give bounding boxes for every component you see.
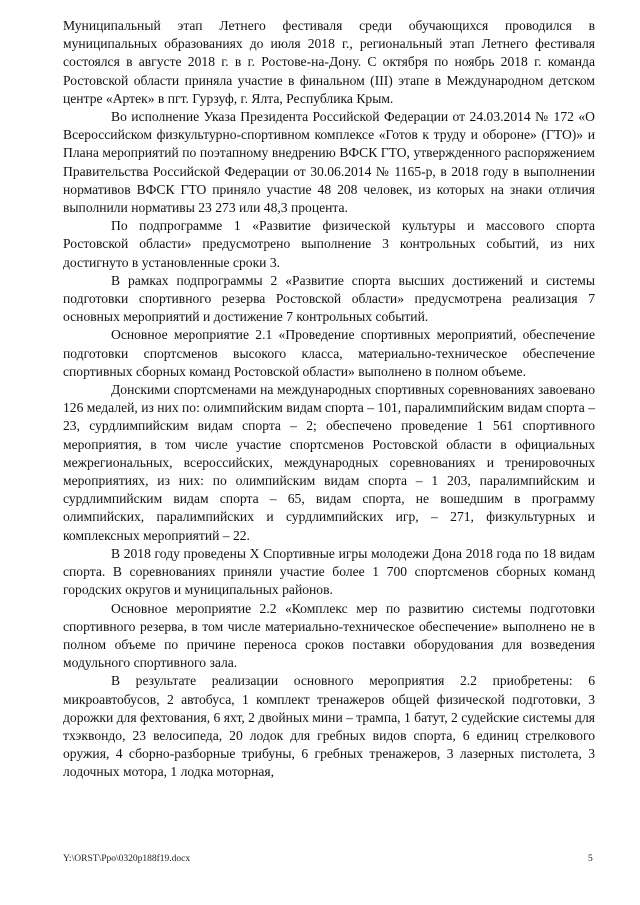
paragraph-subprogram-2: В рамках подпрограммы 2 «Развитие спорта высших достижений и системы подготовки спортивного резерва Ростовской области» предусмотрена реализация 7 основных мероприятий и достижение 7 контрольных событий.	[63, 272, 595, 325]
paragraph-activity-2-1: Основное мероприятие 2.1 «Проведение спортивных мероприятий, обеспечение подготовки спортсменов высокого класса, материально-техническое обеспечение спортивных сборных команд Ростовской области» выполнено в полном объеме.	[63, 327, 595, 379]
footer-file-path: Y:\ORST\Ppo\0320p188f19.docx	[63, 854, 191, 864]
paragraph-youth-games: В 2018 году проведены Х Спортивные игры молодежи Дона 2018 года по 18 видам спорта. В соревнованиях приняли участие более 1 700 спортсменов сборных команд городских округов и муниципальных районов.	[63, 545, 595, 598]
paragraph-purchases: В результате реализации основного мероприятия 2.2 приобретены: 6 микроавтобусов, 2 автобуса, 1 комплект тренажеров общей физической подготовки, 3 дорожки для фехтования, 6 яхт, 2 двойных мини – трампа, 1 батут, 2 судейские системы для тхэквондо, 23 велосипеда, 20 лодок для гребных видов спорта, 6 единиц стрелкового оружия, 4 сборно-разборные трибуны, 6 гребных тренажеров, 3 лазерных пистолета, 3 лодочных мотора, 1 лодка моторная,	[63, 673, 595, 780]
footer-page-number: 5	[588, 854, 593, 864]
document-body	[63, 17, 595, 782]
paragraph-medals: Донскими спортсменами на международных спортивных соревнованиях завоевано 126 медалей, из них по: олимпийским видам спорта – 101, паралимпийским видам спорта – 23, сурдлимпийским видам спорта – 2; обеспечено проведение 1 561 спортивного мероприятия, в том числе участие спортсменов Ростовской области в официальных межрегиональных, всероссийских, международных соревнованиях и тренировочных мероприятиях, из них: по олимпийским видам спорта – 1 203, паралимпийским и сурдлимпийским видам спорта – 65, видам спорта, не вошедшим в программу олимпийских, паралимпийских и сурдлимпийских игр, – 271, физкультурных и комплексных мероприятий – 22.	[63, 382, 595, 543]
paragraph-gto: Во исполнение Указа Президента Российской Федерации от 24.03.2014 № 172 «О Всероссийском физкультурно-спортивном комплексе «Готов к труду и обороне» (ГТО)» и Плана мероприятий по поэтапному внедрению ВФСК ГТО, утвержденного распоряжением Правительства Российской Федерации от 30.06.2014 № 1165-р, в 2018 году в выполнении нормативов ВФСК ГТО приняло участие 48 208 человек, из которых на знаки отличия выполнили нормативы 23 273 или 48,3 процента.	[63, 109, 595, 216]
paragraph-subprogram-1: По подпрограмме 1 «Развитие физической культуры и массового спорта Ростовской области» предусмотрено выполнение 3 контрольных событий, из них достигнуто в установленные сроки 3.	[63, 218, 595, 270]
paragraph-activity-2-2: Основное мероприятие 2.2 «Комплекс мер по развитию системы подготовки спортивного резерва, в том числе материально-техническое обеспечение» выполнено не в полном объеме по причине переноса сроков поставки оборудования для возведения модульного спортивного зала.	[63, 600, 595, 671]
paragraph-festival: Муниципальный этап Летнего фестиваля среди обучающихся проводился в муниципальных образованиях до июля 2018 г., региональный этап Летнего фестиваля состоялся в августе 2018 г. в г. Ростове-на-Дону. С октября по ноябрь 2018 г. команда Ростовской области приняла участие в финальном (III) этапе в Международном детском центре «Артек» в пгт. Гурзуф, г. Ялта, Республика Крым.	[63, 18, 595, 106]
